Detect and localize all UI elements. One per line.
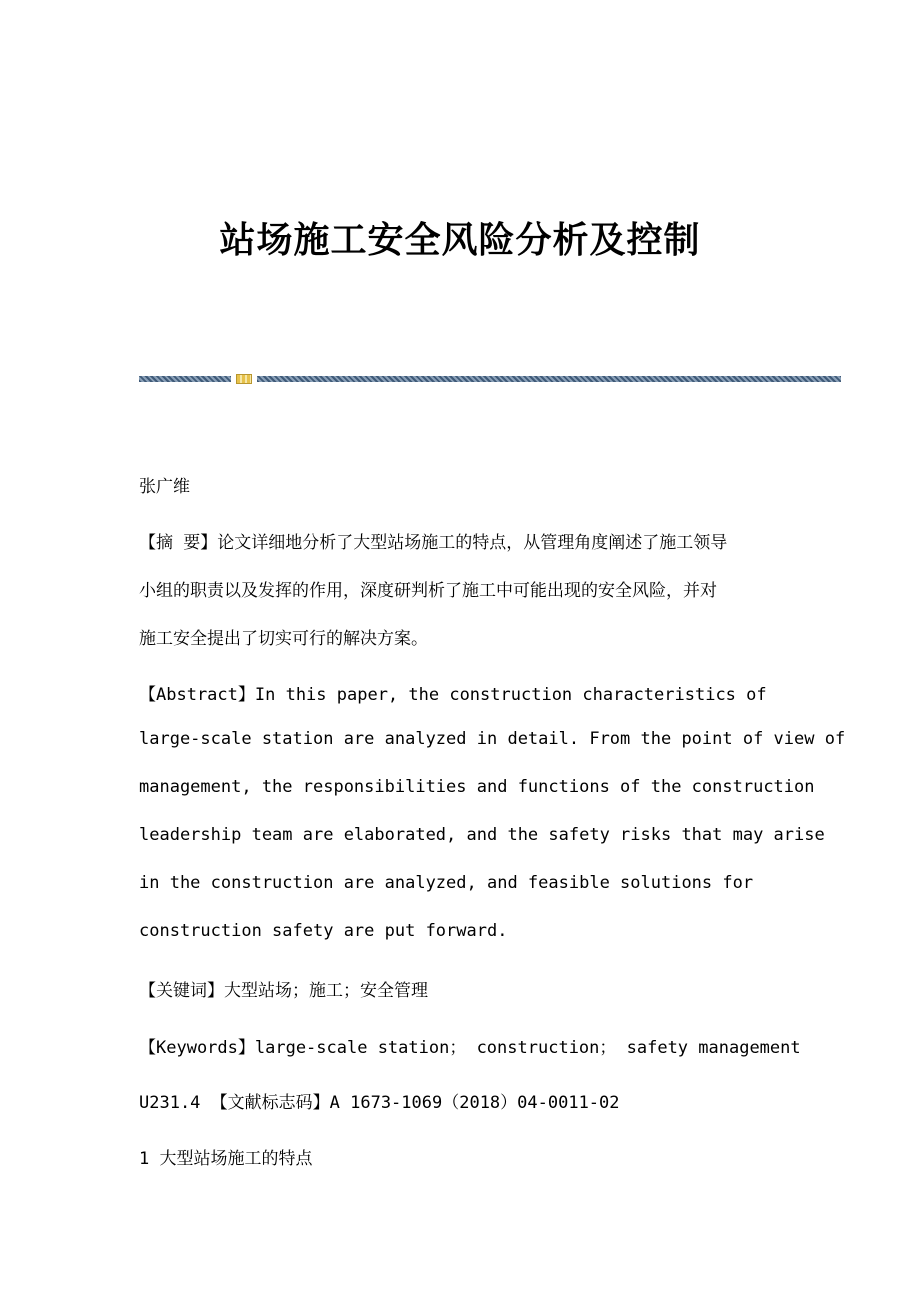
abstract-en-line: in the construction are analyzed, and feasible solutions for <box>139 873 754 893</box>
abstract-en-line: 【Abstract】In this paper, the construction characteristics of <box>139 685 767 705</box>
divider-bar-right <box>257 376 841 382</box>
abstract-en-line: construction safety are put forward. <box>139 921 508 941</box>
title-divider <box>139 374 841 384</box>
abstract-cn-line: 小组的职责以及发挥的作用，深度研判析了施工中可能出现的安全风险，并对 <box>139 581 717 601</box>
divider-bar-left <box>139 376 231 382</box>
section-heading: 1 大型站场施工的特点 <box>139 1149 313 1169</box>
abstract-cn-line: 【摘 要】论文详细地分析了大型站场施工的特点，从管理角度阐述了施工领导 <box>139 533 728 553</box>
abstract-en-line: large-scale station are analyzed in detail. From the point of view of <box>139 729 846 749</box>
keywords-cn: 【关键词】大型站场；施工；安全管理 <box>139 981 428 1001</box>
abstract-en-line: management, the responsibilities and functions of the construction <box>139 777 815 797</box>
abstract-cn-line: 施工安全提出了切实可行的解决方案。 <box>139 629 428 649</box>
paper-title: 站场施工安全风险分析及控制 <box>219 219 701 261</box>
author-name: 张广维 <box>139 477 190 497</box>
abstract-en-line: leadership team are elaborated, and the safety risks that may arise <box>139 825 825 845</box>
keywords-en: 【Keywords】large-scale station； construction； safety management <box>139 1038 801 1058</box>
classification-code: U231.4 【文献标志码】A 1673-1069（2018）04-0011-02 <box>139 1093 620 1113</box>
divider-ornament-icon <box>236 374 252 384</box>
